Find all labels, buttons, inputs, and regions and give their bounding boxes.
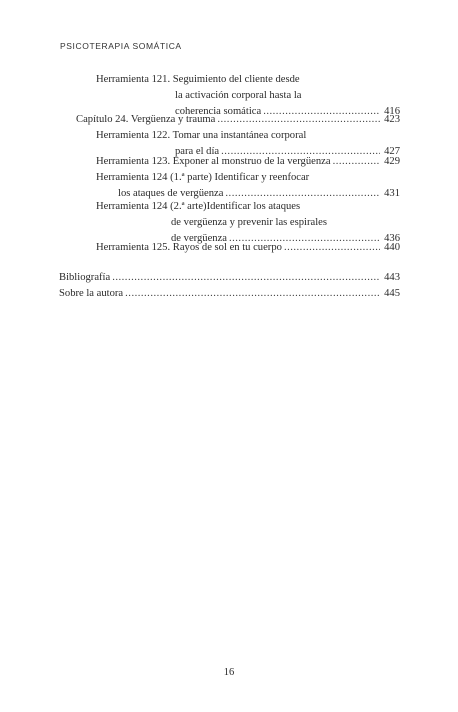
toc-entry-text: para el día: [175, 146, 220, 157]
page-folio: 16: [223, 667, 235, 678]
page-number: 440: [384, 242, 400, 253]
toc-entry-text: Sobre la autora: [59, 288, 124, 299]
page-number: 443: [384, 272, 400, 283]
toc-entry-text: los ataques de vergüenza: [118, 188, 224, 199]
toc-entry-herramienta-125: [96, 240, 400, 256]
page-number: 436: [384, 233, 400, 244]
page-number: 431: [384, 188, 400, 199]
running-head: PSICOTERAPIA SOMÁTICA: [60, 41, 182, 51]
toc-entry-text: Herramienta 122. Tomar una instantánea corporal: [96, 130, 307, 141]
page-number: 445: [384, 288, 400, 299]
dot-leader: [284, 240, 380, 256]
page-number: 427: [384, 146, 400, 157]
toc-entry-text: Herramienta 124 (1.ª parte) Identificar y reenfocar: [96, 172, 310, 183]
toc-entry-text: la activación corporal hasta la: [175, 90, 302, 101]
dot-leader: [112, 270, 380, 286]
dot-leader: [217, 112, 380, 128]
toc-entry-text: de vergüenza: [171, 233, 227, 244]
toc-entry-herramienta-124-parte-1: [96, 170, 400, 202]
dot-leader: [333, 154, 381, 170]
toc-entry-text: coherencia somática: [175, 106, 262, 117]
toc-entry-bibliografia: [59, 270, 400, 286]
page-number: 423: [384, 114, 400, 125]
dot-leader: [125, 286, 380, 302]
toc-entry-text: Capítulo 24. Vergüenza y trauma: [76, 114, 216, 125]
page-number: 416: [384, 106, 400, 117]
toc-entry-text: Bibliografía: [59, 272, 111, 283]
toc-entry-capitulo-24: [76, 112, 400, 128]
toc-entry-text: Herramienta 125. Rayos de sol en tu cuerpo: [96, 242, 282, 253]
toc-entry-text: Herramienta 124 (2.ª arte)Identificar los ataques: [96, 201, 301, 212]
page-number: 429: [384, 156, 400, 167]
toc-entry-sobre-la-autora: [59, 286, 400, 302]
toc-entry-text: Herramienta 121. Seguimiento del cliente desde: [96, 74, 300, 85]
toc-entry-herramienta-123: [96, 154, 400, 170]
toc-entry-text: Herramienta 123. Exponer al monstruo de la vergüenza: [96, 156, 331, 167]
toc-entry-text: de vergüenza y prevenir las espirales: [171, 217, 327, 228]
